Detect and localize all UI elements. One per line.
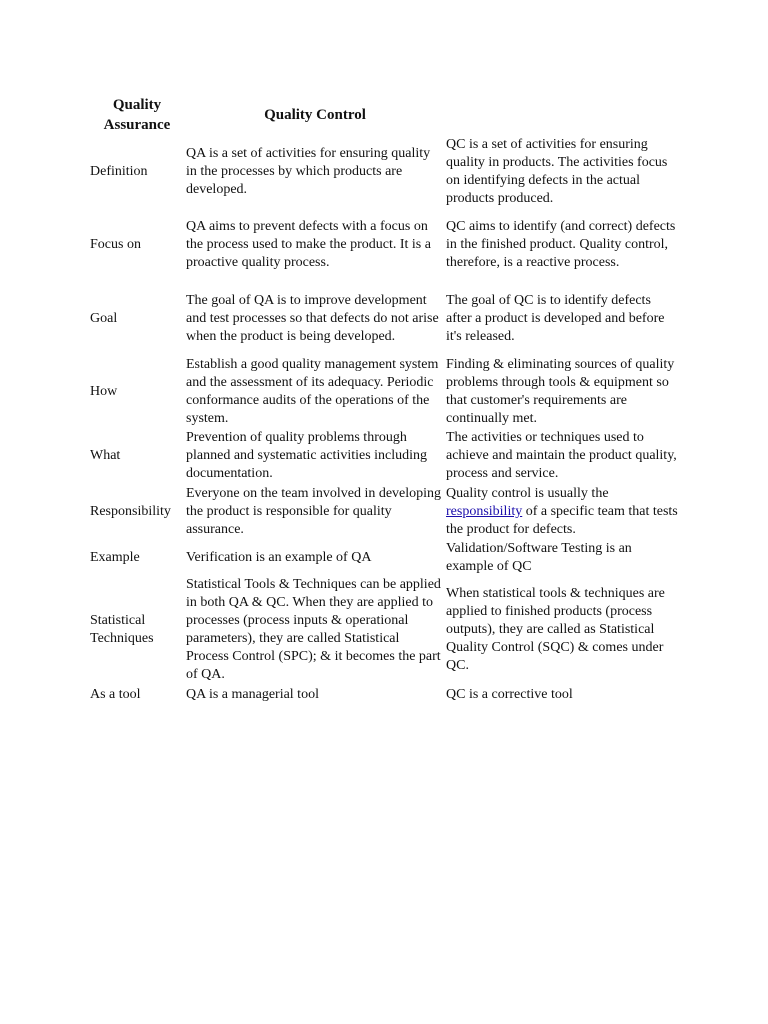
row-qc-text: Finding & eliminating sources of quality problems through tools & equipment so that customer's requirements are continually met. [446, 357, 675, 426]
row-qa-text: Establish a good quality management system and the assessment of its adequacy. Periodic conformance audits of the operations of the system. [186, 357, 439, 426]
row-qa-text: QA aims to prevent defects with a focus on the process used to make the product. It is a proactive quality process. [186, 219, 431, 270]
table-row [89, 484, 681, 540]
qc-text-before-link: Quality control is usually the [446, 486, 609, 501]
row-term: Example [90, 550, 140, 565]
row-qa-text: Statistical Tools & Techniques can be applied in both QA & QC. When they are applied to processes (process inputs & operational parameters), they are called Statistical Process Control (SPC); & it becomes the part of QA. [186, 577, 441, 682]
row-qc-text: Validation/Software Testing is an example of QC [446, 541, 632, 574]
row-term: What [90, 448, 121, 463]
row-qc-text: The activities or techniques used to achieve and maintain the product quality, process and service. [446, 430, 677, 481]
table-row [89, 208, 681, 282]
row-qa-text: The goal of QA is to improve development and test processes so that defects do not arise when the product is being developed. [186, 293, 439, 344]
row-term: Definition [90, 164, 148, 179]
table-header-row [89, 94, 681, 136]
row-qa-text: QA is a set of activities for ensuring quality in the processes by which products are developed. [186, 146, 431, 197]
qc-text-after-link: of a specific team that tests the product for defects. [446, 504, 678, 537]
table-row [89, 282, 681, 356]
row-qa-text: Verification is an example of QA [186, 550, 372, 565]
header-quality-control: Quality Control [264, 107, 366, 123]
table-row [89, 428, 681, 484]
responsibility-link[interactable]: responsibility [446, 504, 523, 519]
row-qc-text: QC is a corrective tool [446, 687, 573, 702]
table-row [89, 136, 681, 208]
table-row [89, 540, 681, 576]
row-qc-text: QC aims to identify (and correct) defects in the finished product. Quality control, therefore, is a reactive process. [446, 219, 676, 270]
row-term: Statistical Techniques [90, 613, 154, 646]
row-qa-text: Everyone on the team involved in developing the product is responsible for quality assurance. [186, 486, 442, 537]
table-row [89, 576, 681, 684]
row-term: As a tool [90, 687, 141, 702]
table-row [89, 356, 681, 428]
row-qc-text: The goal of QC is to identify defects after a product is developed and before it's released. [446, 293, 665, 344]
row-qc-text: When statistical tools & techniques are applied to finished products (process outputs), they are called as Statistical Quality Control (SQC) & comes under QC. [446, 586, 665, 673]
row-term: Responsibility [90, 504, 171, 519]
row-qc-text: QC is a set of activities for ensuring quality in products. The activities focus on identifying defects in the actual products produced. [446, 137, 668, 206]
row-qa-text: QA is a managerial tool [186, 687, 319, 702]
table-row [89, 684, 681, 706]
row-qa-text: Prevention of quality problems through planned and systematic activities including documentation. [186, 430, 428, 481]
row-term: How [90, 384, 118, 399]
row-term: Focus on [90, 237, 141, 252]
row-qc-text [445, 484, 681, 540]
qa-vs-qc-table [89, 94, 681, 706]
header-quality-assurance: Quality Assurance [103, 97, 171, 133]
header-empty [445, 94, 681, 136]
row-term: Goal [90, 311, 118, 326]
